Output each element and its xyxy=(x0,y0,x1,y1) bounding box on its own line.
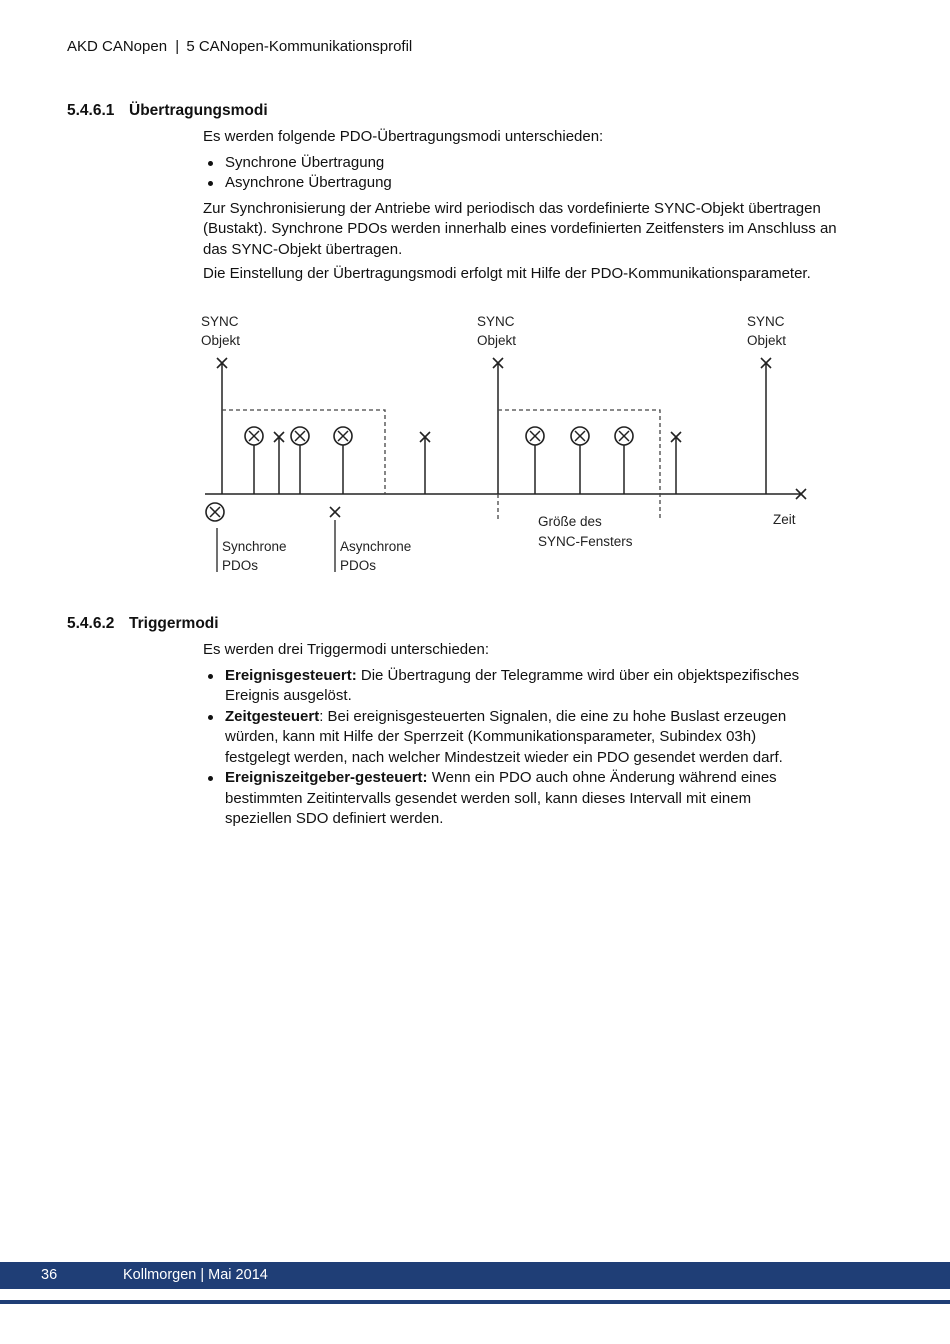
object-label: Objekt xyxy=(201,333,241,348)
circle-cross-icon xyxy=(206,503,224,521)
asynchronous-pdo xyxy=(420,432,430,494)
time-label: Zeit xyxy=(773,512,796,527)
section2-intro: Es werden drei Triggermodi unterschieden: xyxy=(203,641,489,658)
object-label: Objekt xyxy=(747,333,787,348)
section2-body xyxy=(203,640,853,830)
cross-icon xyxy=(330,507,340,517)
sync-object-marker xyxy=(761,358,771,494)
list-item xyxy=(203,666,803,707)
header-product: AKD CANopen xyxy=(67,38,168,55)
synchronous-pdo xyxy=(334,427,352,494)
sync-label: SYNC xyxy=(477,314,515,329)
description: : Bei ereignisgesteuerten Signalen, die eine zu hohe Buslast erzeugen würden, kann mit Hilfe der Sperrzeit (Kommunikationsparameter, Subindex 03h) festgelegt werden, nach welcher Mindestzeit wieder ein PDO gesendet werden darf. xyxy=(225,707,787,766)
sync-label: SYNC xyxy=(747,314,785,329)
term: Zeitgesteuert xyxy=(225,707,320,725)
transmission-mode-list xyxy=(203,153,853,194)
legend-sync-label: PDOs xyxy=(222,558,259,573)
section-heading-uebertragungsmodi xyxy=(67,102,268,120)
section1-para-sync: Zur Synchronisierung der Antriebe wird periodisch das vordefinierte SYNC-Objekt übertragen (Bustakt). Synchrone PDOs werden innerhalb eines vordefinierten Zeitfensters im Anschluss an das SYNC-Objekt übertragen. xyxy=(203,199,837,258)
list-item xyxy=(203,768,803,830)
header-separator: | xyxy=(175,38,180,55)
list-item xyxy=(203,707,803,769)
term: Ereignisgesteuert: xyxy=(225,666,357,684)
section1-para-settings: Die Einstellung der Übertragungsmodi erfolgt mit Hilfe der PDO-Kommunikationsparameter. xyxy=(203,265,811,282)
synchronous-pdo xyxy=(615,427,633,494)
section1-intro: Es werden folgende PDO-Übertragungsmodi unterschieden: xyxy=(203,128,604,145)
legend-asynchronous xyxy=(330,507,411,573)
sync-object-marker xyxy=(217,358,227,494)
section1-body xyxy=(203,127,853,285)
description: Wenn ein PDO auch ohne Änderung während eines bestimmten Zeitintervalls gesendet werden soll, kann dieses Intervall mit einem speziellen SDO definiert werden. xyxy=(225,769,777,827)
synchronous-pdo xyxy=(291,427,309,494)
sync-window xyxy=(222,410,385,494)
section-title: Übertragungsmodi xyxy=(129,102,268,119)
synchronous-pdo xyxy=(245,427,263,494)
description: Die Übertragung der Telegramme wird über ein objektspezifisches Ereignis ausgelöst. xyxy=(225,666,800,704)
legend-sync-label: Synchrone xyxy=(222,539,287,554)
footer-rule xyxy=(0,1300,950,1304)
trigger-mode-list xyxy=(203,666,803,830)
header-chapter: 5 CANopen-Kommunikationsprofil xyxy=(186,38,413,55)
legend-async-label: Asynchrone xyxy=(340,539,412,554)
asynchronous-pdo xyxy=(671,432,681,494)
sync-label: SYNC xyxy=(201,314,239,329)
sync-timing-diagram xyxy=(0,300,950,590)
sync-object-marker xyxy=(493,358,503,494)
legend-synchronous xyxy=(206,503,287,573)
page-number: 36 xyxy=(41,1267,58,1283)
section-number: 5.4.6.2 xyxy=(67,615,115,632)
footer-text: Kollmorgen | Mai 2014 xyxy=(123,1267,268,1283)
term: Ereigniszeitgeber-gesteuert: xyxy=(225,769,428,786)
running-header xyxy=(67,38,412,55)
list-item: Synchrone Übertragung xyxy=(203,153,853,174)
list-item: Asynchrone Übertragung xyxy=(203,173,853,194)
asynchronous-pdo xyxy=(274,432,284,494)
window-size-label: Größe des xyxy=(538,514,602,529)
synchronous-pdo xyxy=(571,427,589,494)
section-number: 5.4.6.1 xyxy=(67,102,115,119)
object-label: Objekt xyxy=(477,333,517,348)
section-heading-triggermodi xyxy=(67,615,219,633)
section-title: Triggermodi xyxy=(129,615,219,632)
window-size-label: SYNC-Fensters xyxy=(538,534,633,549)
legend-async-label: PDOs xyxy=(340,558,377,573)
synchronous-pdo xyxy=(526,427,544,494)
